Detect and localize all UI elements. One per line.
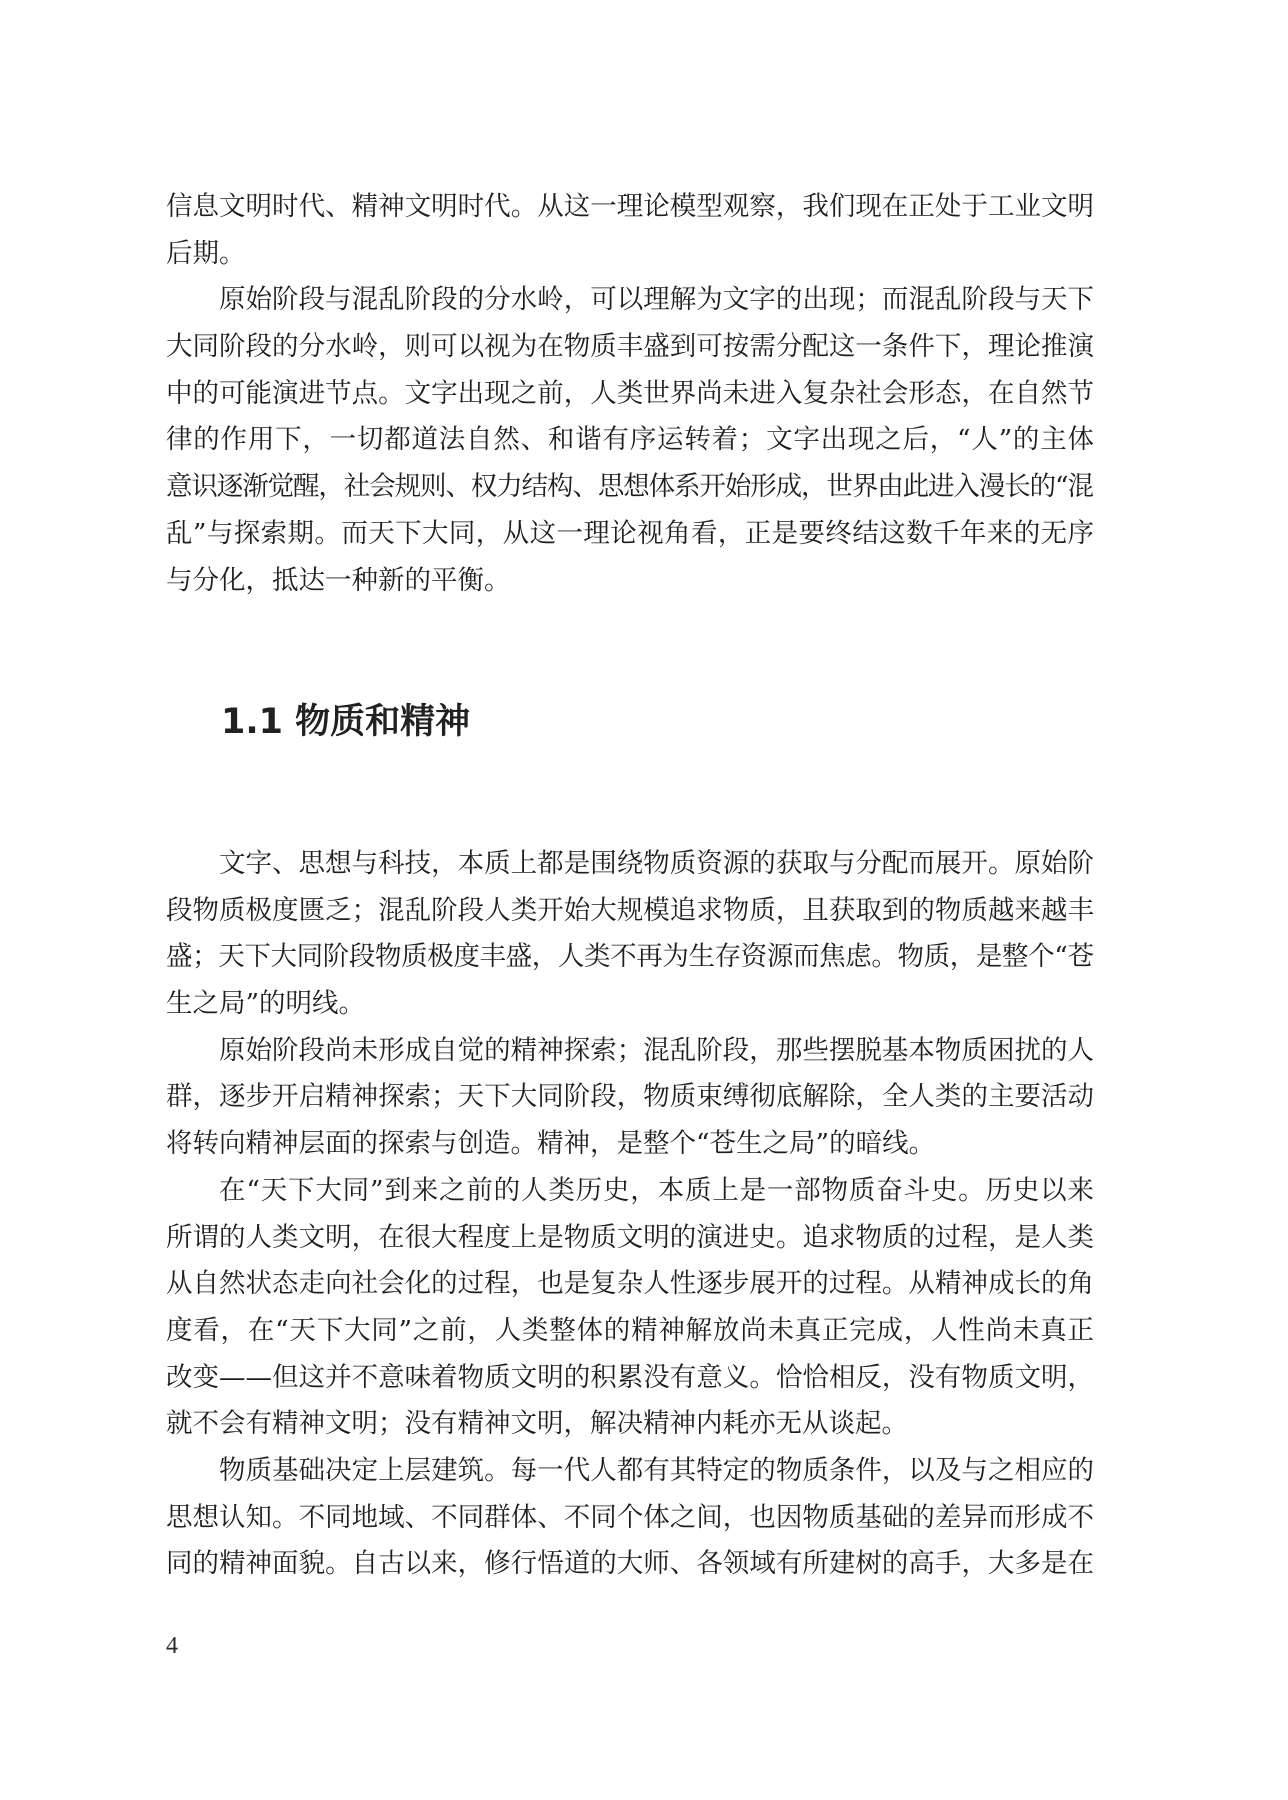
text-line: 原始阶段尚未形成自觉的精神探索；混乱阶段，那些摆脱基本物质困扰的人 — [219, 1034, 1095, 1066]
text-line: 将转向精神层面的探索与创造。精神，是整个“苍生之局”的暗线。 — [166, 1128, 936, 1160]
text-line: 乱”与探索期。而天下大同，从这一理论视角看，正是要终结这数千年来的无序 — [166, 517, 1095, 549]
paragraph — [166, 184, 1094, 277]
text-line: 群，逐步开启精神探索；天下大同阶段，物质束缚彻底解除，全人类的主要活动 — [166, 1081, 1095, 1113]
section-text — [166, 841, 1094, 1588]
text-line: 物质基础决定上层建筑。每一代人都有其特定的物质条件，以及与之相应的 — [219, 1454, 1095, 1486]
page-number: 4 — [166, 1633, 178, 1659]
section-heading: 1.1 物质和精神 — [221, 702, 471, 742]
text-line: 律的作用下，一切都道法自然、和谐有序运转着；文字出现之后，“人”的主体 — [166, 424, 1095, 456]
text-line: 所谓的人类文明，在很大程度上是物质文明的演进史。追求物质的过程，是人类 — [166, 1221, 1095, 1253]
paragraph — [166, 277, 1094, 604]
text-line: 信息文明时代、精神文明时代。从这一理论模型观察，我们现在正处于工业文明 — [166, 191, 1095, 222]
text-line: 思想认知。不同地域、不同群体、不同个体之间，也因物质基础的差异而形成不 — [166, 1501, 1095, 1533]
paragraph — [166, 1448, 1094, 1588]
text-line: 与分化，抵达一种新的平衡。 — [166, 564, 511, 596]
text-line: 度看，在“天下大同”之前，人类整体的精神解放尚未真正完成，人性尚未真正 — [166, 1314, 1095, 1346]
text-line: 大同阶段的分水岭，则可以视为在物质丰盛到可按需分配这一条件下，理论推演 — [166, 331, 1095, 363]
intro-text — [166, 184, 1094, 604]
text-line: 文字、思想与科技，本质上都是围绕物质资源的获取与分配而展开。原始阶 — [219, 848, 1095, 879]
paragraph — [166, 1168, 1094, 1448]
paragraph — [166, 1028, 1094, 1168]
text-line: 原始阶段与混乱阶段的分水岭，可以理解为文字的出现；而混乱阶段与天下 — [219, 284, 1095, 316]
text-line: 就不会有精神文明；没有精神文明，解决精神内耗亦无从谈起。 — [166, 1408, 908, 1440]
text-line: 盛；天下大同阶段物质极度丰盛，人类不再为生存资源而焦虑。物质，是整个“苍 — [166, 941, 1094, 973]
paragraph — [166, 841, 1094, 1028]
text-line: 生之局”的明线。 — [166, 988, 366, 1020]
text-line: 同的精神面貌。自古以来，修行悟道的大师、各领域有所建树的高手，大多是在 — [166, 1548, 1095, 1580]
text-line: 意识逐渐觉醒，社会规则、权力结构、思想体系开始形成，世界由此进入漫长的“混 — [166, 471, 1093, 503]
text-line: 段物质极度匮乏；混乱阶段人类开始大规模追求物质，且获取到的物质越来越丰 — [166, 894, 1095, 926]
text-line: 后期。 — [166, 237, 246, 269]
text-line: 中的可能演进节点。文字出现之前，人类世界尚未进入复杂社会形态，在自然节 — [166, 377, 1095, 409]
text-line: 在“天下大同”到来之前的人类历史，本质上是一部物质奋斗史。历史以来 — [219, 1174, 1095, 1206]
text-line: 改变——但这并不意味着物质文明的积累没有意义。恰恰相反，没有物质文明， — [166, 1361, 1095, 1393]
text-line: 从自然状态走向社会化的过程，也是复杂人性逐步展开的过程。从精神成长的角 — [166, 1268, 1095, 1300]
